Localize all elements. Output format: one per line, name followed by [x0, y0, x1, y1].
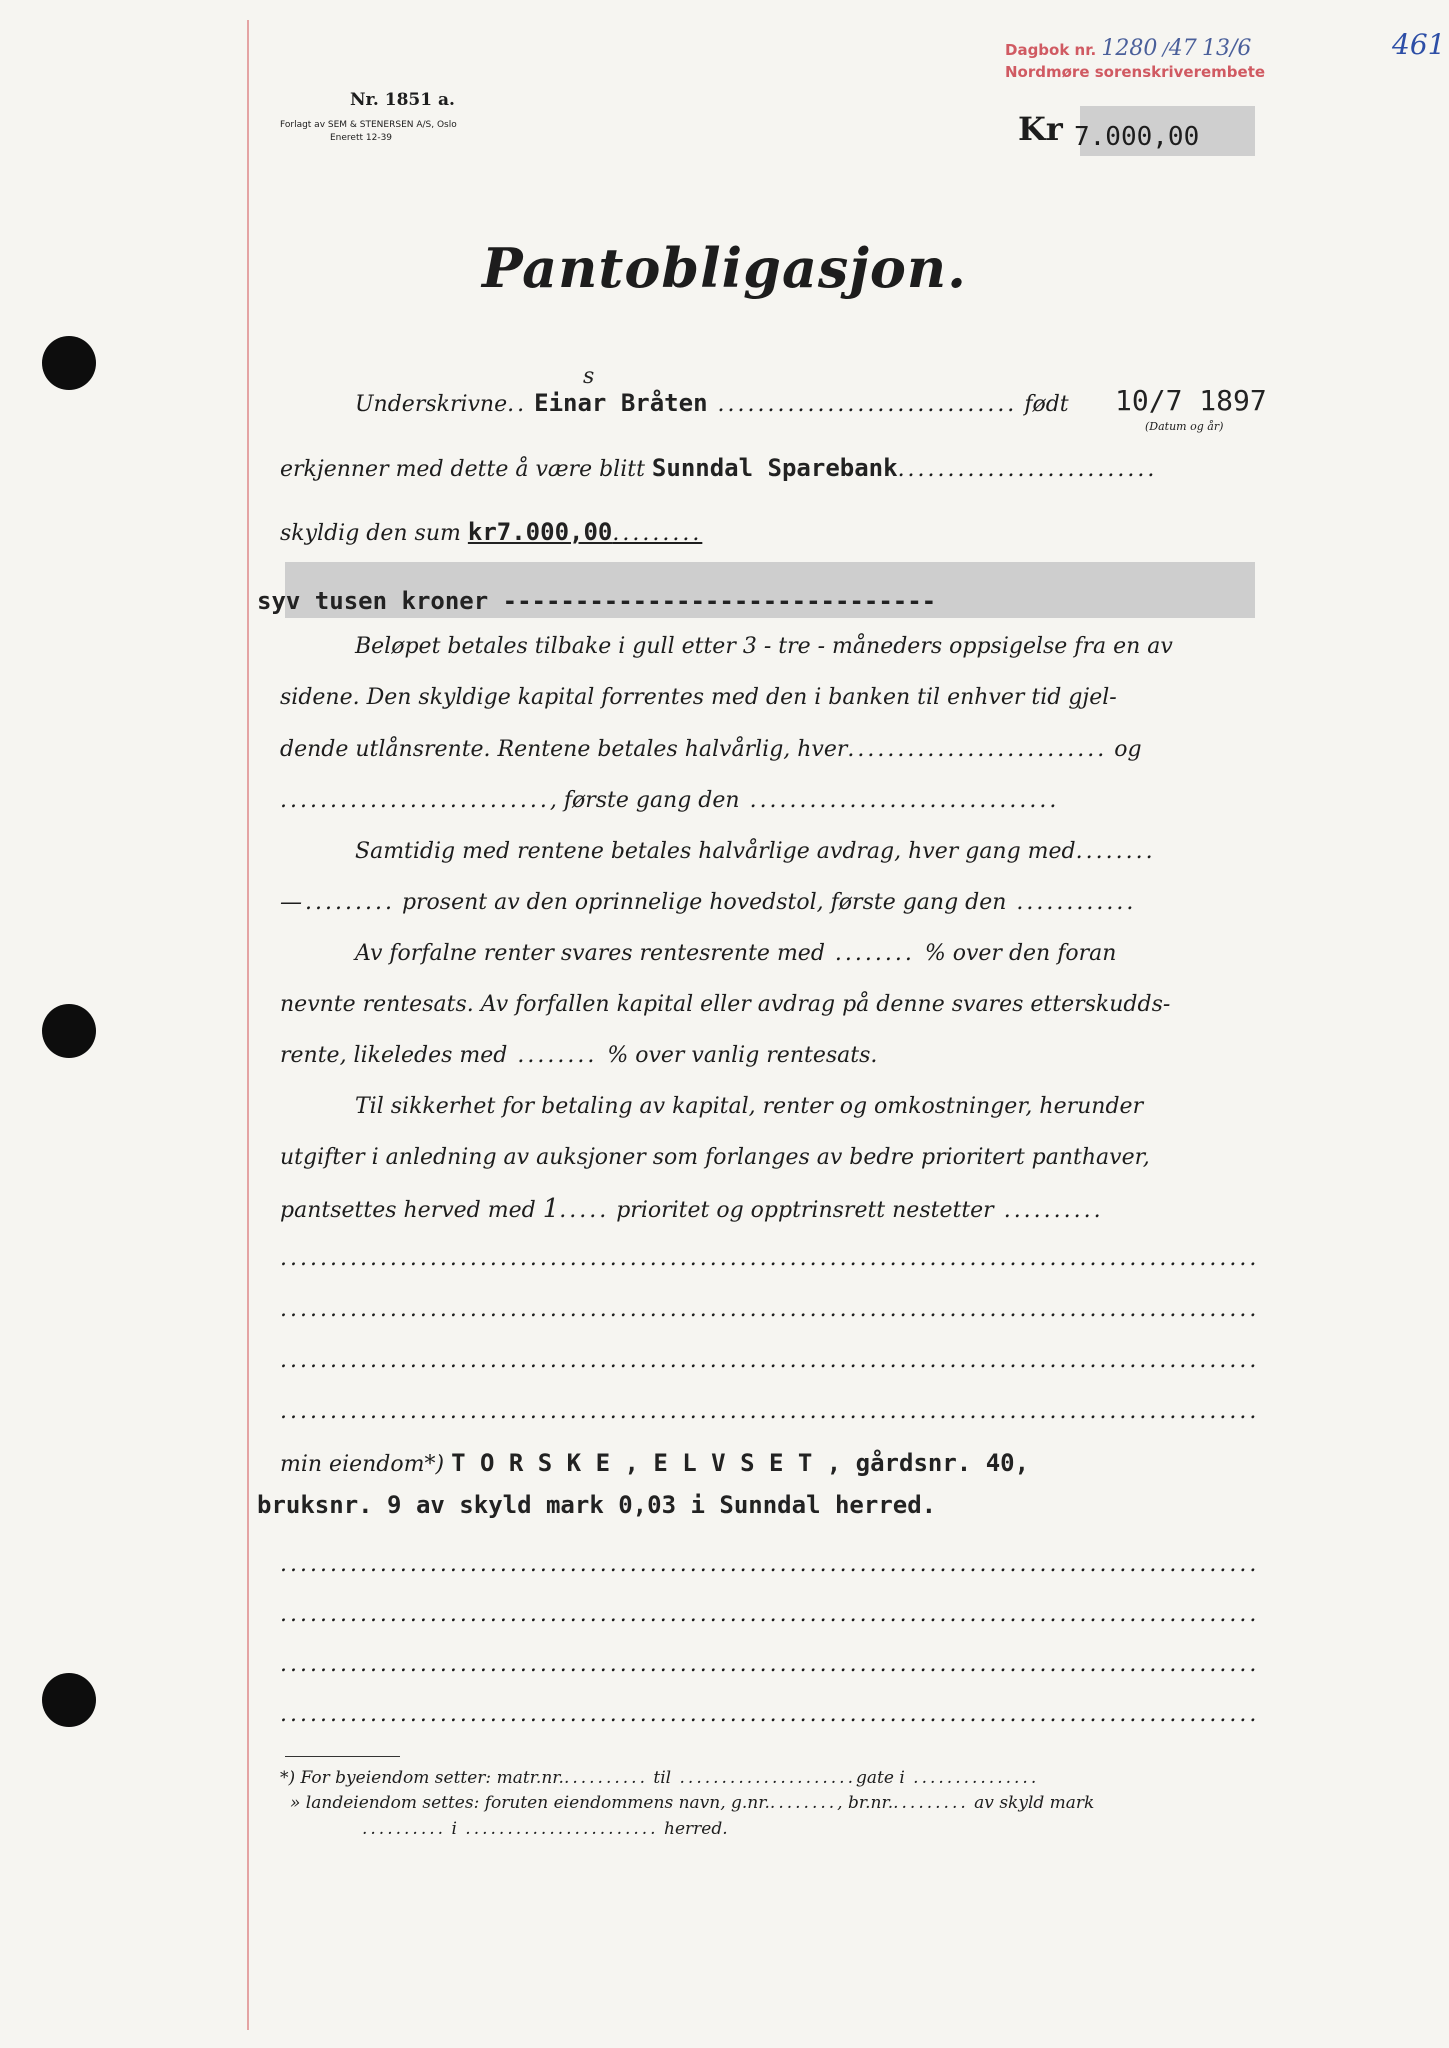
creditor-name: Sunndal Sparebank: [651, 454, 898, 482]
debtor-label: Underskrivne: [355, 392, 508, 417]
stamp-office: Nordmøre sorenskriverembete: [1005, 63, 1266, 81]
folio-number: 461: [1392, 28, 1446, 61]
stamp-entry-number: 1280: [1101, 36, 1158, 61]
birth-date: 10/7 1897: [1115, 384, 1267, 417]
text-line: dende utlånsrente. Rentene betales halvårlig, hver.......................... og: [280, 737, 1142, 762]
blank-dotted-line: ..................................................................................................: [280, 1552, 1260, 1577]
text-segment: rente, likeledes med: [280, 1043, 508, 1068]
text-line: ..........................., første gang den ...............................: [280, 788, 1060, 813]
footnote-segment: gate i: [856, 1768, 905, 1788]
priority-number: 1: [542, 1194, 560, 1224]
text-segment: dende utlånsrente. Rentene betales halvårlig, hver: [280, 737, 848, 762]
text-segment: og: [1114, 737, 1142, 762]
blank-dotted-line: ..................................................................................................: [280, 1652, 1260, 1677]
footnote-line: » landeiendom settes: foruten eiendommens navn, g.nr........., br.nr.......... av skyld mark: [290, 1793, 1095, 1813]
creditor-line: erkjenner med dette å være blitt Sunndal Sparebank..........................: [280, 454, 1158, 482]
text-segment: , første gang den: [549, 788, 740, 813]
text-segment: prioritet og opptrinsrett nestetter: [616, 1198, 994, 1223]
stamp-date: 13/6: [1201, 36, 1252, 61]
text-line: rente, likeledes med ........ % over vanlig rentesats.: [280, 1043, 878, 1068]
sum-in-words: syv tusen kroner: [257, 587, 489, 615]
margin-rule: [247, 20, 249, 2030]
punch-hole: [42, 336, 96, 390]
debtor-name: Einar Bråten: [534, 389, 708, 417]
blank-dotted-line: ..................................................................................................: [280, 1297, 1260, 1322]
footnote-rule: [285, 1756, 400, 1757]
born-hint: (Datum og år): [1145, 420, 1224, 433]
born-label: født: [1024, 392, 1069, 417]
text-line: —......... prosent av den oprinnelige hovedstol, første gang den ............: [280, 890, 1137, 915]
property-description: T O R S K E , E L V S E T , gårdsnr. 40,: [451, 1449, 1030, 1477]
text-line: Til sikkerhet for betaling av kapital, renter og omkostninger, herunder: [355, 1094, 1144, 1119]
blank-dotted-line: ..................................................................................................: [280, 1348, 1260, 1373]
text-segment: % over den foran: [924, 941, 1117, 966]
debtor-line: Underskrivne.. Einar Bråten .............................. født: [355, 389, 1069, 417]
footnote-segment: , br.nr.: [837, 1793, 894, 1813]
sum-words-line: syv tusen kroner ------------------------------: [257, 587, 937, 615]
form-number: Nr. 1851 a.: [350, 90, 455, 110]
footnote-segment: » landeiendom settes: foruten eiendommens navn, g.nr.: [290, 1793, 770, 1813]
property-line: [280, 1448, 1029, 1480]
property-description-cont: bruksnr. 9 av skyld mark 0,03 i Sunndal herred.: [257, 1491, 937, 1519]
blank-dotted-line: ..................................................................................................: [280, 1246, 1260, 1271]
stamp-label: Dagbok nr.: [1005, 41, 1097, 59]
sum-label: skyldig den sum: [280, 521, 461, 546]
text-segment: Samtidig med rentene betales halvårlige avdrag, hver gang med: [355, 839, 1076, 864]
sum-amount: kr7.000,00: [467, 518, 613, 546]
text-segment: % over vanlig rentesats.: [607, 1043, 878, 1068]
punch-hole: [42, 1004, 96, 1058]
text-segment: prosent av den oprinnelige hovedstol, første gang den: [401, 890, 1007, 915]
text-line: nevnte rentesats. Av forfallen kapital eller avdrag på denne svares etterskudds-: [280, 992, 1171, 1017]
text-line: Av forfalne renter svares rentesrente med ........ % over den foran: [355, 941, 1117, 966]
text-line: utgifter i anledning av auksjoner som forlanges av bedre prioritert panthaver,: [280, 1145, 1150, 1170]
property-line-2: [257, 1490, 936, 1522]
text-line: Beløpet betales tilbake i gull etter 3 - tre - måneders oppsigelse fra en av: [355, 634, 1173, 659]
debtor-suffix: s: [583, 364, 595, 389]
amount-currency: Kr: [1018, 110, 1063, 148]
footnote-line: .......... i ....................... herred.: [362, 1819, 728, 1839]
sum-line: skyldig den sum kr7.000,00.........: [280, 518, 703, 546]
blank-dotted-line: ..................................................................................................: [280, 1602, 1260, 1627]
footnote-line: *) For byeiendom setter: matr.nr........... til .....................gate i ...............: [280, 1768, 1040, 1788]
blank-dotted-line: ..................................................................................................: [280, 1702, 1260, 1727]
stamp-year: 47: [1168, 36, 1197, 61]
footnote-segment: herred.: [664, 1819, 728, 1839]
text-line: pantsettes herved med 1..... prioritet og opptrinsrett nestetter ..........: [280, 1194, 1104, 1224]
text-segment: pantsettes herved med: [280, 1198, 536, 1223]
amount-value: 7.000,00: [1074, 122, 1200, 152]
punch-hole: [42, 1673, 96, 1727]
document-title: Pantobligasjon.: [482, 236, 967, 300]
publisher-line: Forlagt av SEM & STENERSEN A/S, Oslo: [280, 120, 457, 130]
footnote-segment: *) For byeiendom setter: matr.nr.: [280, 1768, 564, 1788]
property-label: min eiendom*): [280, 1452, 445, 1477]
footnote-segment: til: [653, 1768, 672, 1788]
blank-dotted-line: ..................................................................................................: [280, 1399, 1260, 1424]
footnote-segment: i: [451, 1819, 457, 1839]
footnote-segment: av skyld mark: [974, 1793, 1095, 1813]
text-line: sidene. Den skyldige kapital forrentes med den i banken til enhver tid gjel-: [280, 685, 1117, 710]
creditor-label: erkjenner med dette å være blitt: [280, 457, 645, 482]
text-segment: Av forfalne renter svares rentesrente med: [355, 941, 825, 966]
registry-stamp: Dagbok nr. 1280 /47 13/6 Nordmøre sorenskriverembete: [1005, 36, 1266, 81]
publisher-line: Enerett 12-39: [330, 133, 393, 143]
text-line: Samtidig med rentene betales halvårlige avdrag, hver gang med........: [355, 839, 1156, 864]
publisher-imprint: [280, 119, 457, 145]
